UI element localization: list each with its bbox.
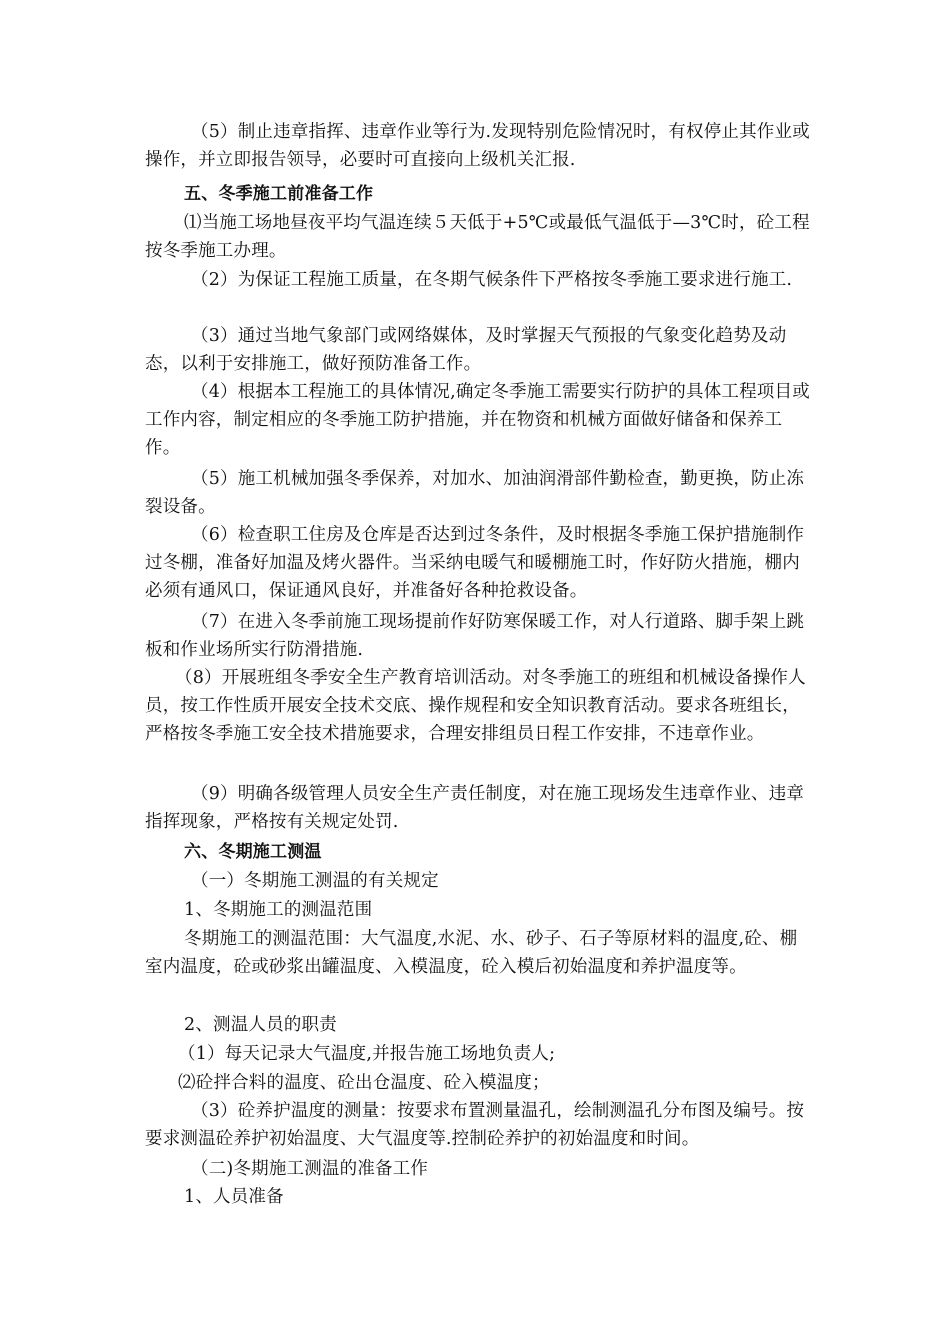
subheading-personnel	[145, 1183, 815, 1211]
paragraph-text: （1）每天记录大气温度,并报告施工场地负责人;	[178, 1044, 556, 1064]
paragraph-2-quality	[145, 266, 815, 294]
subheading-regulations	[145, 867, 815, 895]
paragraph-1-temperature-condition	[145, 209, 815, 265]
duty-item-1	[145, 1040, 815, 1068]
paragraph-text: （8）开展班组冬季安全生产教育培训活动。对冬季施工的班组和机械设备操作人员，按工作性质开展安全技术交底、操作规程和安全知识教育活动。要求各班组长，严格按冬季施工安全技术措施要求，合理安排组员日程工作安排，不违章作业。	[145, 668, 806, 744]
paragraph-text: ⑵砼拌合料的温度、砼出仓温度、砼入模温度；	[178, 1073, 550, 1093]
paragraph-6-housing	[145, 521, 815, 605]
subheading-staff-duties	[145, 1011, 815, 1039]
paragraph-text: （5）制止违章指挥、违章作业等行为.发现特别危险情况时，有权停止其作业或操作，并立即报告领导，必要时可直接向上级机关汇报.	[145, 122, 810, 170]
paragraph-text: （一）冬期施工测温的有关规定	[191, 871, 439, 891]
paragraph-9-responsibility	[145, 780, 815, 836]
paragraph-text: 1、冬期施工的测温范围	[184, 900, 373, 920]
subheading-preparation	[145, 1155, 815, 1183]
duty-item-2	[145, 1069, 815, 1097]
paragraph-3-weather	[145, 322, 815, 378]
paragraph-measurement-scope	[145, 925, 815, 981]
paragraph-text: （3）砼养护温度的测量：按要求布置测量温孔，绘制测温孔分布图及编号。按要求测温砼养护初始温度、大气温度等.控制砼养护的初始温度和时间。	[145, 1101, 805, 1149]
heading-text: 六、冬期施工测温	[184, 842, 322, 862]
subheading-measurement-scope	[145, 896, 815, 924]
paragraph-8-training	[145, 664, 815, 748]
duty-item-3	[145, 1097, 815, 1153]
paragraph-text: （4）根据本工程施工的具体情况,确定冬季施工需要实行防护的具体工程项目或工作内容，制定相应的冬季施工防护措施，并在物资和机械方面做好储备和保养工作。	[145, 382, 810, 458]
paragraph-text: （二)冬期施工测温的准备工作	[191, 1159, 429, 1179]
paragraph-4-protection-measures	[145, 378, 815, 462]
paragraph-text: （7）在进入冬季前施工现场提前作好防寒保暖工作，对人行道路、脚手架上跳板和作业场所实行防滑措施.	[145, 612, 805, 660]
paragraph-7-anti-slip	[145, 608, 815, 664]
paragraph-5-machinery	[145, 465, 815, 521]
paragraph-text: 1、人员准备	[184, 1187, 284, 1207]
paragraph-text: ⑴当施工场地昼夜平均气温连续５天低于+5℃或最低气温低于—3℃时，砼工程按冬季施工办理。	[145, 213, 810, 261]
heading-text: 五、冬季施工前准备工作	[184, 184, 374, 204]
paragraph-text: （5）施工机械加强冬季保养，对加水、加油润滑部件勤检查，勤更换，防止冻裂设备。	[145, 469, 805, 517]
section-heading-temperature-measurement	[145, 838, 815, 866]
paragraph-text: （9）明确各级管理人员安全生产责任制度，对在施工现场发生违章作业、违章指挥现象，严格按有关规定处罚.	[145, 784, 805, 832]
paragraph-text: （3）通过当地气象部门或网络媒体，及时掌握天气预报的气象变化趋势及动态，以利于安排施工，做好预防准备工作。	[145, 326, 787, 374]
paragraph-5-stop-violations	[145, 118, 815, 174]
paragraph-text: 2、测温人员的职责	[184, 1015, 337, 1035]
section-heading-winter-prep	[145, 180, 815, 208]
paragraph-text: （6）检查职工住房及仓库是否达到过冬条件，及时根据冬季施工保护措施制作过冬棚，准备好加温及烤火器件。当采纳电暖气和暖棚施工时，作好防火措施，棚内必须有通风口，保证通风良好，并准备好各种抢救设备。	[145, 525, 805, 601]
paragraph-text: （2）为保证工程施工质量，在冬期气候条件下严格按冬季施工要求进行施工.	[191, 270, 793, 290]
paragraph-text: 冬期施工的测温范围：大气温度,水泥、水、砂子、石子等原材料的温度,砼、棚室内温度，砼或砂浆出罐温度、入模温度，砼入模后初始温度和养护温度等。	[145, 929, 798, 977]
